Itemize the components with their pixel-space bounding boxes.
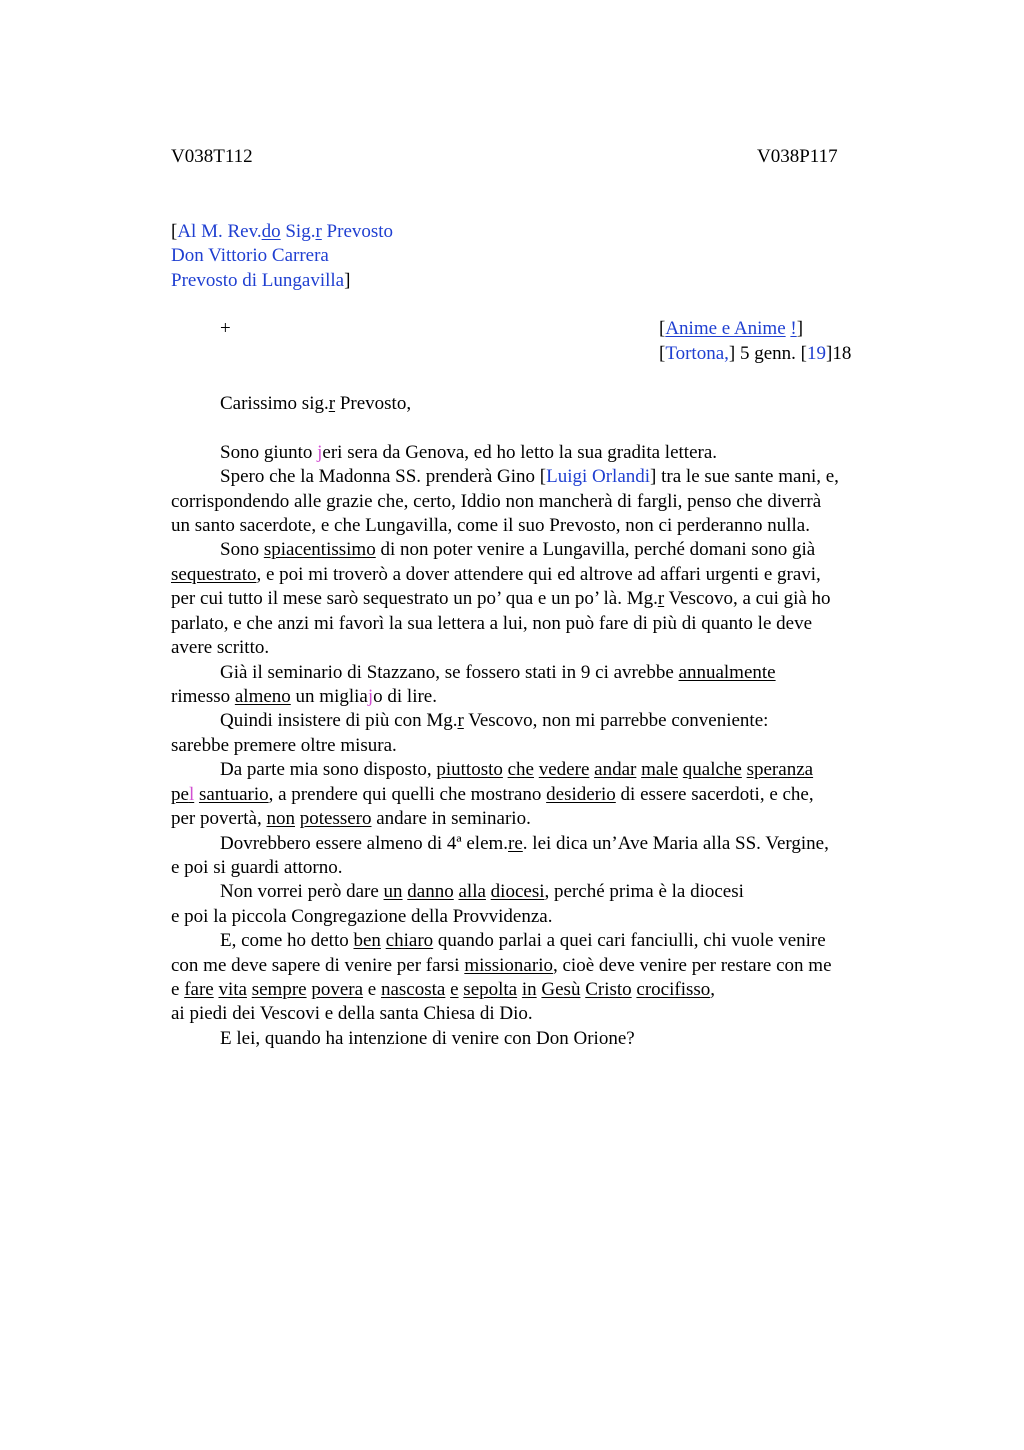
body-line: corrispondendo alle grazie che, certo, Iddio non mancherà di fargli, penso che diverrà bbox=[171, 491, 822, 512]
address-line-2: Don Vittorio Carrera bbox=[171, 245, 329, 266]
address-line-1: [Al M. Rev.do Sig.r Prevosto bbox=[171, 221, 394, 242]
body-line: Dovrebbero essere almeno di 4ª elem.re. lei dica un’Ave Maria alla SS. Vergine, bbox=[220, 833, 829, 854]
body-line: Sono spiacentissimo di non poter venire a Lungavilla, perché domani sono già bbox=[220, 539, 816, 560]
body-line: e poi si guardi attorno. bbox=[171, 857, 343, 878]
volume-code-left: V038T112 bbox=[171, 146, 253, 167]
greeting: Carissimo sig.r Prevosto, bbox=[220, 393, 412, 414]
body-line: pel santuario, a prendere qui quelli che mostrano desiderio di essere sacerdoti, e che, bbox=[171, 784, 814, 805]
motto: [Anime e Anime !] bbox=[659, 318, 804, 339]
body-line: Sono giunto jeri sera da Genova, ed ho letto la sua gradita lettera. bbox=[220, 442, 718, 463]
body-line: con me deve sapere di venire per farsi missionario, cioè deve venire per restare con me bbox=[171, 955, 832, 976]
body-line: parlato, e che anzi mi favorì la sua lettera a lui, non può fare di più di quanto le deve bbox=[171, 613, 813, 634]
body-line: ai piedi dei Vescovi e della santa Chiesa di Dio. bbox=[171, 1003, 533, 1024]
body-line: per cui tutto il mese sarò sequestrato un po’ qua e un po’ là. Mg.r Vescovo, a cui già ho bbox=[171, 588, 831, 609]
volume-code-right: V038P117 bbox=[757, 146, 838, 167]
body-line: sequestrato, e poi mi troverò a dover attendere qui ed altrove ad affari urgenti e gravi, bbox=[171, 564, 821, 585]
body-line: Quindi insistere di più con Mg.r Vescovo, non mi parrebbe conveniente: bbox=[220, 710, 769, 731]
address-line-3: Prevosto di Lungavilla] bbox=[171, 270, 351, 291]
body-line: rimesso almeno un migliajo di lire. bbox=[171, 686, 437, 707]
body-line: E lei, quando ha intenzione di venire con Don Orione? bbox=[220, 1028, 635, 1049]
body-line: e fare vita sempre povera e nascosta e sepolta in Gesù Cristo crocifisso, bbox=[171, 979, 716, 1000]
body-line: e poi la piccola Congregazione della Provvidenza. bbox=[171, 906, 553, 927]
body-line: Già il seminario di Stazzano, se fossero stati in 9 ci avrebbe annualmente bbox=[220, 662, 776, 683]
body-line: per povertà, non potessero andare in seminario. bbox=[171, 808, 531, 829]
body-line: E, come ho detto ben chiaro quando parlai a quei cari fanciulli, chi vuole venire bbox=[220, 930, 826, 951]
cross-symbol: + bbox=[220, 318, 231, 339]
body-line: sarebbe premere oltre misura. bbox=[171, 735, 397, 756]
body-line: Da parte mia sono disposto, piuttosto che vedere andar male qualche speranza bbox=[220, 759, 814, 780]
body-line: Spero che la Madonna SS. prenderà Gino [Luigi Orlandi] tra le sue sante mani, e, bbox=[220, 466, 839, 487]
body-line: Non vorrei però dare un danno alla diocesi, perché prima è la diocesi bbox=[220, 881, 744, 902]
body-line: un santo sacerdote, e che Lungavilla, come il suo Prevosto, non ci perderanno nulla. bbox=[171, 515, 810, 536]
body-line: avere scritto. bbox=[171, 637, 270, 658]
date-place: [Tortona,] 5 genn. [19]18 bbox=[659, 343, 852, 364]
